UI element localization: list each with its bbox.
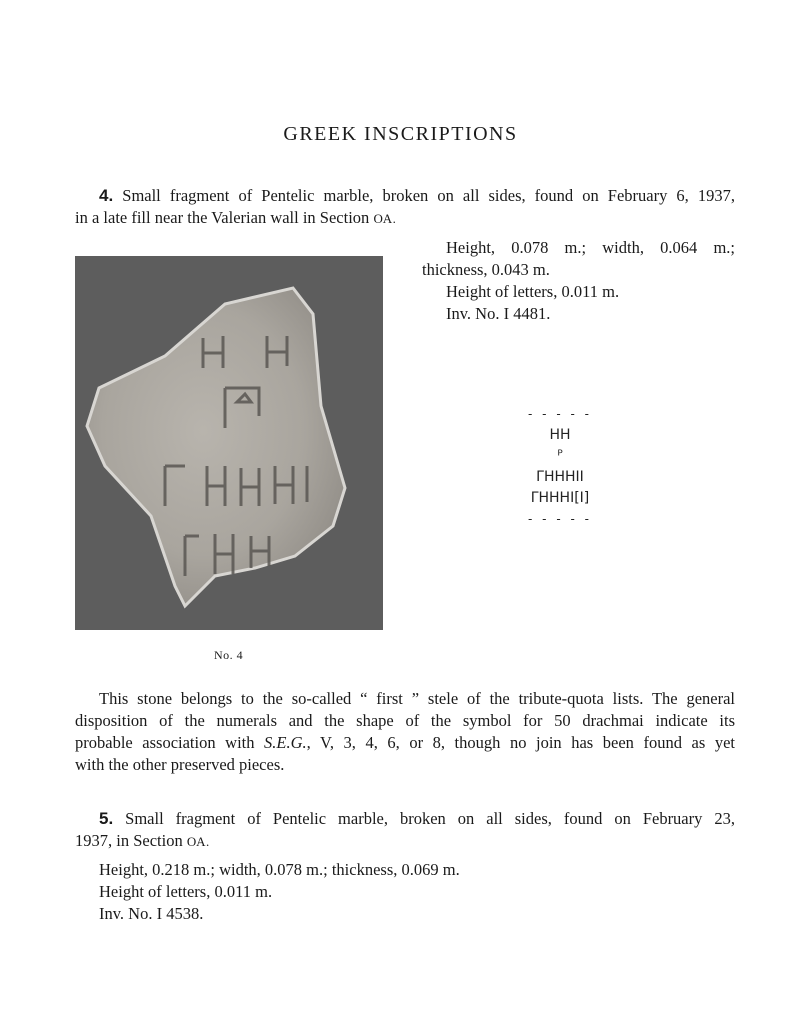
transcription-line: ᴾ (557, 448, 563, 464)
entry-4-intro (75, 185, 735, 230)
transcription-line: ΓΗΗΗΙ[Ι] (530, 490, 590, 506)
dimensions-line: thickness, 0.043 m. (422, 260, 550, 279)
entry-5-intro (75, 808, 735, 853)
section-label: ΟΑ. (186, 834, 210, 849)
transcription-line: ΓΗΗΗΙΙ (536, 469, 584, 485)
transcription-line: HH (549, 427, 571, 443)
intro-text: Small fragment of Pentelic marble, broken on all sides, found on February 23, (125, 809, 735, 828)
fragment-photo (75, 256, 383, 630)
letter-height: Height of letters, 0.011 m. (446, 282, 620, 301)
entry-number: 5. (99, 809, 114, 828)
dimensions-line: Height, 0.078 m.; width, 0.064 m.; (446, 238, 735, 257)
entry-number: 4. (99, 186, 114, 205)
transcription-line: - - - - - (528, 512, 592, 526)
dimensions-line: Height, 0.218 m.; width, 0.078 m.; thickness, 0.069 m. (99, 860, 460, 879)
page-title: GREEK INSCRIPTIONS (283, 123, 518, 145)
section-label: ΟΑ. (373, 211, 397, 226)
figure-caption: No. 4 (214, 648, 244, 662)
commentary-line: disposition of the numerals and the shape of the symbol for 50 drachmai indicate its (75, 711, 735, 730)
entry-4-dimensions (422, 237, 735, 325)
commentary-line: This stone belongs to the so-called “ first ” stele of the tribute-quota lists. The general (99, 689, 735, 708)
inventory-number: Inv. No. I 4481. (446, 304, 551, 323)
commentary-line: , V, 3, 4, 6, or 8, though no join has been found as yet (306, 733, 735, 752)
inventory-number: Inv. No. I 4538. (99, 904, 204, 923)
intro-text: Small fragment of Pentelic marble, broken on all sides, found on February 6, 1937, (122, 186, 736, 205)
transcription-line: - - - - - (528, 407, 592, 421)
inscription-transcription (490, 404, 630, 530)
entry-4-commentary (75, 688, 735, 776)
intro-text: 1937, in Section (75, 831, 187, 850)
letter-height: Height of letters, 0.011 m. (99, 882, 273, 901)
reference-italic: S.E.G. (264, 733, 307, 752)
commentary-line: with the other preserved pieces. (75, 755, 285, 774)
marble-fragment-image (75, 256, 383, 630)
intro-text: in a late fill near the Valerian wall in Section (75, 208, 374, 227)
entry-5-dimensions (75, 859, 735, 925)
commentary-line: probable association with (75, 733, 265, 752)
